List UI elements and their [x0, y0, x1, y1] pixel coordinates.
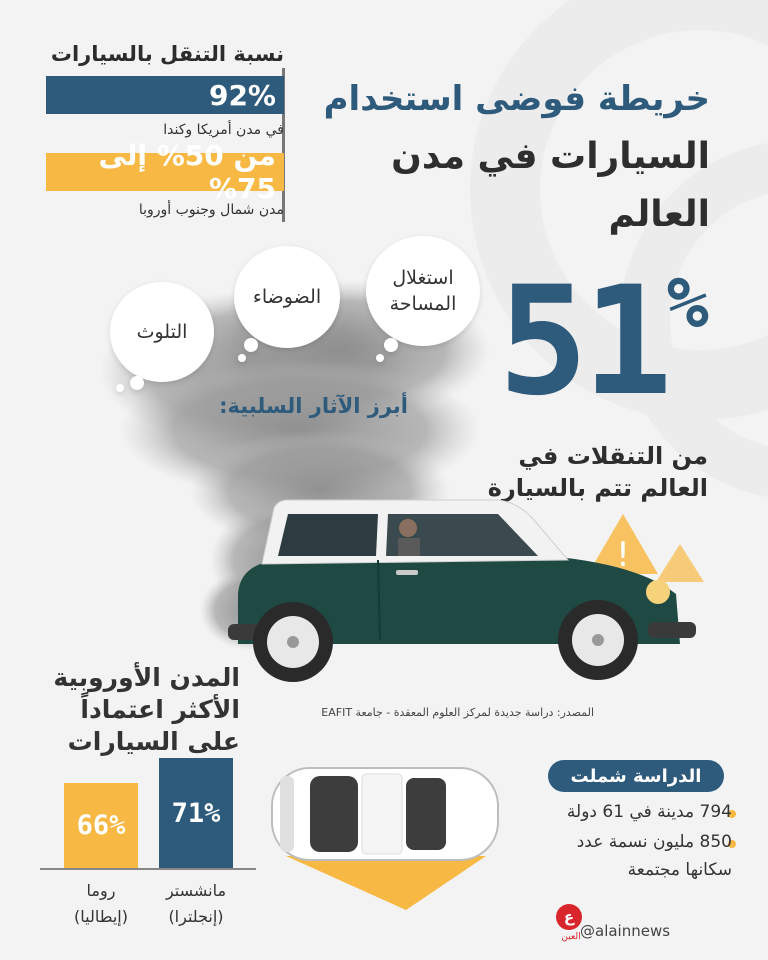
- mobility-stats: [34, 42, 284, 232]
- bubble-dot: [376, 354, 384, 362]
- mobility-heading: نسبة التنقل بالسيارات: [50, 42, 284, 66]
- title-line-1: خريطة فوضى استخدام: [323, 79, 710, 119]
- eu-stat-caption: مدن شمال وجنوب أوروبا: [138, 202, 284, 218]
- manchester-label: [141, 878, 251, 930]
- effect-bubble-pollution: [110, 282, 214, 382]
- brand-logo-caption: العين: [561, 932, 581, 942]
- title-line-2: السيارات في مدن العالم: [391, 136, 710, 235]
- na-stat-caption: في مدن أمريكا وكندا: [163, 122, 284, 138]
- bar-axis: [40, 868, 256, 870]
- brand-handle[interactable]: @alainnews: [580, 922, 671, 940]
- bubble-dot: [384, 338, 398, 352]
- bubble-dot: [130, 376, 144, 390]
- page-title: [310, 70, 710, 244]
- headline-stat-value: 51: [498, 255, 667, 429]
- rome-label: [46, 878, 156, 930]
- headline-stat-unit: %: [666, 262, 709, 344]
- eu-heading-line-2: الأكثر اعتماداً: [80, 695, 240, 724]
- effect-label-noise: الضوضاء: [252, 286, 322, 308]
- eu-heading-line-1: المدن الأوروبية: [53, 663, 240, 692]
- eu-stat-bar: [46, 139, 284, 205]
- na-stat-bar: [46, 76, 284, 114]
- effect-label-pollution: التلوث: [136, 321, 188, 343]
- rome-bar: [64, 783, 138, 868]
- study-item-population: 850 مليون نسمة عدد سكانها مجتمعة: [576, 832, 732, 880]
- rome-name: روما: [86, 881, 116, 900]
- manchester-value: 71%: [171, 797, 221, 829]
- bubble-dot: [238, 354, 246, 362]
- source-note: المصدر: دراسة جديدة لمركز العلوم المعقدة - جامعة EAFIT: [321, 706, 594, 719]
- rome-value: 66%: [76, 810, 126, 841]
- manchester-bar: [159, 758, 233, 868]
- manchester-country: (إنجلترا): [168, 907, 224, 926]
- effect-bubble-space: [366, 236, 480, 346]
- european-cities-heading: [40, 662, 240, 758]
- eu-stat-value: من 50% إلى 75%: [98, 139, 276, 205]
- rome-country: (إيطاليا): [74, 907, 128, 926]
- study-item-cities: 794 مدينة في 61 دولة: [566, 802, 732, 822]
- na-stat-value: 92%: [208, 78, 276, 112]
- headline-desc-line-2: العالم تتم بالسيارة: [487, 474, 708, 502]
- car-top-illustration: [266, 760, 506, 920]
- bubble-dot: [116, 384, 124, 392]
- headline-stat: [498, 255, 709, 429]
- effect-label-space: استغلال المساحة: [389, 267, 457, 315]
- manchester-name: مانشستر: [165, 881, 227, 900]
- car-side-illustration: [218, 494, 708, 684]
- negative-effects-heading: أبرز الآثار السلبية:: [219, 394, 408, 418]
- effect-bubble-noise: [234, 246, 340, 348]
- svg-text:!: !: [616, 535, 630, 575]
- headline-desc-line-1: من التنقلات في: [518, 442, 708, 470]
- brand-logo: ع: [556, 904, 582, 930]
- eu-heading-line-3: على السيارات: [67, 727, 240, 756]
- bubble-dot: [244, 338, 258, 352]
- study-badge: الدراسة شملت: [548, 760, 724, 792]
